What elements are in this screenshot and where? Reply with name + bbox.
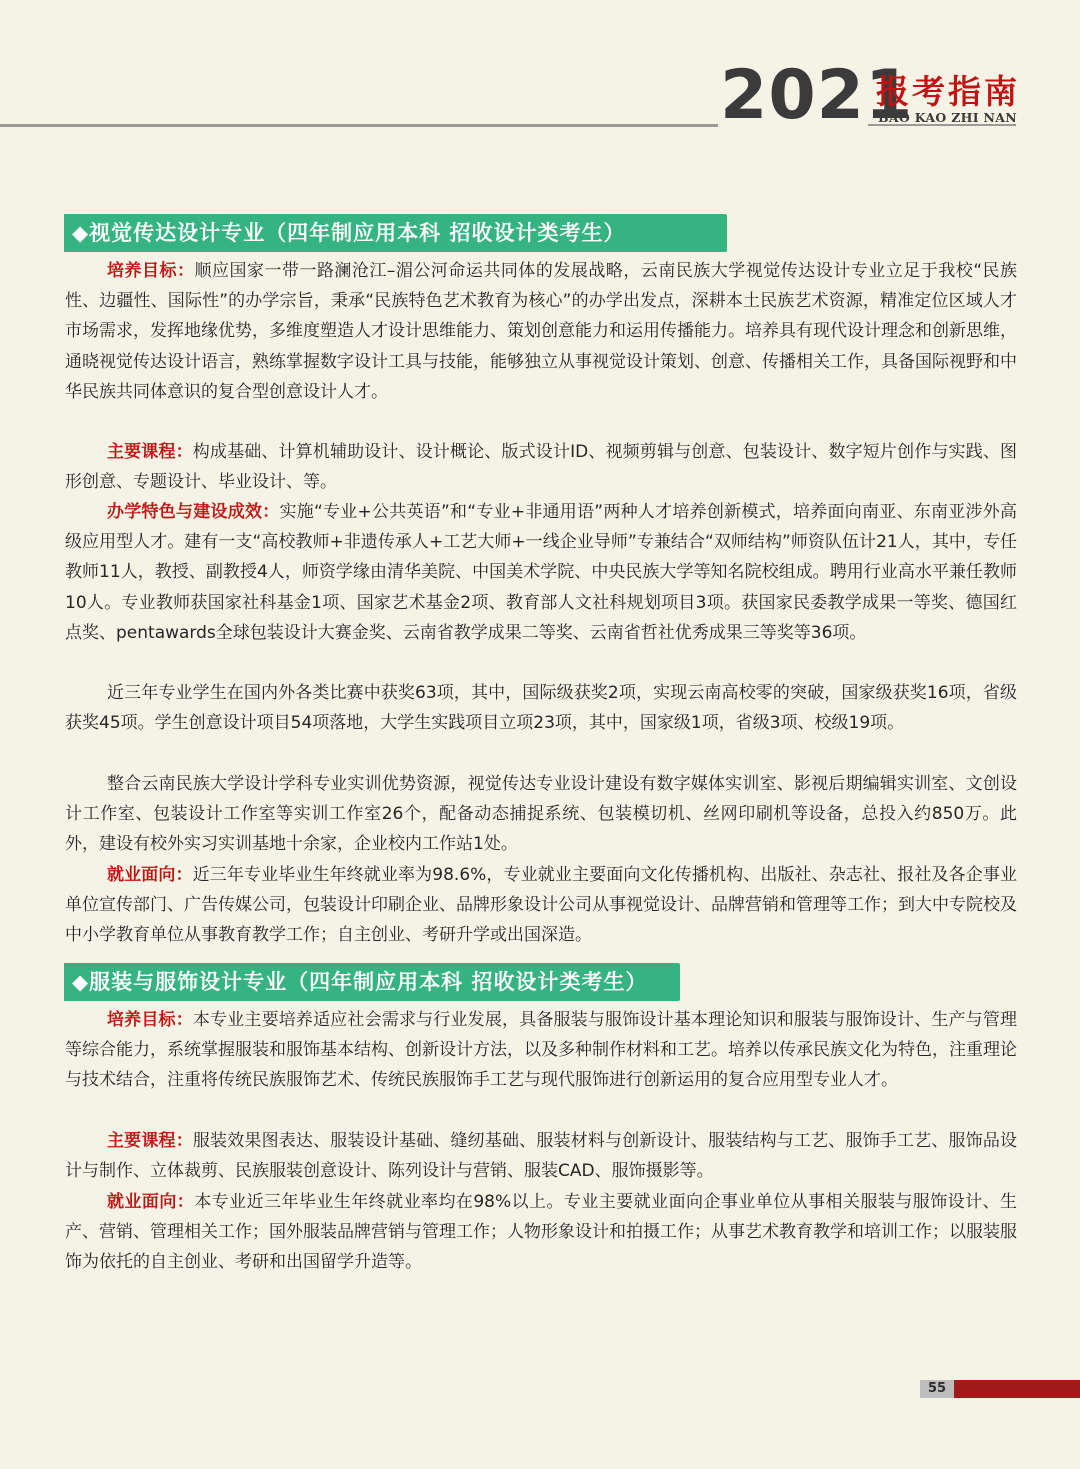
paragraph-text: 服装效果图表达、服装设计基础、缝纫基础、服装材料与创新设计、服装结构与工艺、服饰手工艺、服饰品设计与制作、立体裁剪、民族服装创意设计、陈列设计与营销、服装CAD、服饰摄影等。 (65, 1131, 1018, 1182)
header-rule (0, 124, 718, 127)
paragraph-label: 就业面向： (107, 865, 193, 885)
paragraph-main-courses (65, 437, 1017, 497)
paragraph-text: 整合云南民族大学设计学科专业实训优势资源，视觉传达专业设计建设有数字媒体实训室、影视后期编辑实训室、文创设计工作室、包装设计工作室等实训工作室26个，配备动态捕捉系统、包装模切机、丝网印刷机等设备，总投入约850万。此外，建设有校外实习实训基地十余家，企业校内工作站1处。 (65, 774, 1017, 855)
paragraph-label: 就业面向： (107, 1192, 195, 1212)
footer-red-bar (954, 1380, 1080, 1398)
paragraph-training-goal (65, 256, 1017, 407)
paragraph-text: 近三年专业学生在国内外各类比赛中获奖63项，其中，国际级获奖2项，实现云南高校零的突破，国家级获奖16项，省级获奖45项。学生创意设计项目54项落地，大学生实践项目立项23项，其中，国家级1项，省级3项、校级19项。 (65, 683, 1017, 734)
page-header (0, 0, 1080, 140)
paragraph-training-goal (65, 1005, 1017, 1096)
paragraph-label: 主要课程： (107, 1131, 193, 1151)
paragraph-awards (65, 678, 1017, 738)
paragraph-text: 本专业近三年毕业生年终就业率均在98%以上。专业主要就业面向企事业单位从事相关服装与服饰设计、生产、营销、管理相关工作；国外服装品牌营销与管理工作；人物形象设计和拍摄工作；从事艺术教育教学和培训工作；以服装服饰为依托的自主创业、考研和出国留学升造等。 (65, 1192, 1018, 1273)
paragraph-text: 实施“专业+公共英语”和“专业+非通用语”两种人才培养创新模式，培养面向南亚、东南亚涉外高级应用型人才。建有一支“高校教师+非遗传承人+工艺大师+一线企业导师”专兼结合“双师结构”师资队伍计21人，其中，专任教师11人，教授、副教授4人，师资学缘由清华美院、中国美术学院、中央民族大学等知名院校组成。聘用行业高水平兼任教师10人。专业教师获国家社科基金1项、国家艺术基金2项、教育部人文社科规划项目3项。获国家民委教学成果一等奖、德国红点奖、pentawards全球包装设计大赛金奖、云南省教学成果二等奖、云南省哲社优秀成果三等奖等36项。 (65, 502, 1018, 643)
paragraph-text: 顺应国家一带一路澜沧江–湄公河命运共同体的发展战略，云南民族大学视觉传达设计专业立足于我校“民族性、边疆性、国际性”的办学宗旨，秉承“民族特色艺术教育为核心”的办学出发点，深耕本土民族艺术资源，精准定位区域人才市场需求，发挥地缘优势，多维度塑造人才设计思维能力、策划创意能力和运用传播能力。培养具有现代设计理念和创新思维，通晓视觉传达设计语言，熟练掌握数字设计工具与技能，能够独立从事视觉设计策划、创意、传播相关工作，具备国际视野和中华民族共同体意识的复合型创意设计人才。 (65, 261, 1018, 402)
paragraph-employment (65, 860, 1017, 951)
header-year: 2021 (720, 56, 914, 135)
section-heading-fashion-design: ◆服装与服饰设计专业（四年制应用本科 招收设计类考生） (64, 963, 680, 1001)
paragraph-label: 办学特色与建设成效： (107, 502, 280, 522)
paragraph-features (65, 497, 1017, 648)
paragraph-label: 主要课程： (107, 442, 193, 462)
paragraph-text: 本专业主要培养适应社会需求与行业发展，具备服装与服饰设计基本理论知识和服装与服饰设计、生产与管理等综合能力，系统掌握服装和服饰基本结构、创新设计方法，以及多种制作材料和工艺。培养以传承民族文化为特色，注重理论与技术结合，注重将传统民族服饰艺术、传统民族服饰手工艺与现代服饰进行创新运用的复合应用型专业人才。 (65, 1010, 1018, 1091)
header-title-cn: 报考指南 (876, 72, 1020, 111)
paragraph-employment (65, 1187, 1017, 1278)
section-heading-visual-communication: ◆视觉传达设计专业（四年制应用本科 招收设计类考生） (64, 214, 727, 252)
paragraph-text: 构成基础、计算机辅助设计、设计概论、版式设计ID、视频剪辑与创意、包装设计、数字短片创作与实践、图形创意、专题设计、毕业设计、等。 (65, 442, 1017, 493)
paragraph-main-courses (65, 1126, 1017, 1186)
paragraph-facilities (65, 769, 1017, 860)
header-title-en: BAO KAO ZHI NAN (878, 110, 1017, 125)
paragraph-label: 培养目标： (107, 1010, 193, 1030)
paragraph-label: 培养目标： (107, 261, 195, 281)
page-number: 55 (927, 1381, 947, 1396)
paragraph-text: 近三年专业毕业生年终就业率为98.6%，专业就业主要面向文化传播机构、出版社、杂志社、报社及各企事业单位宣传部门、广告传媒公司，包装设计印刷企业、品牌形象设计公司从事视觉设计、品牌营销和管理等工作；到大中专院校及中小学教育单位从事教育教学工作；自主创业、考研升学或出国深造。 (65, 865, 1017, 946)
